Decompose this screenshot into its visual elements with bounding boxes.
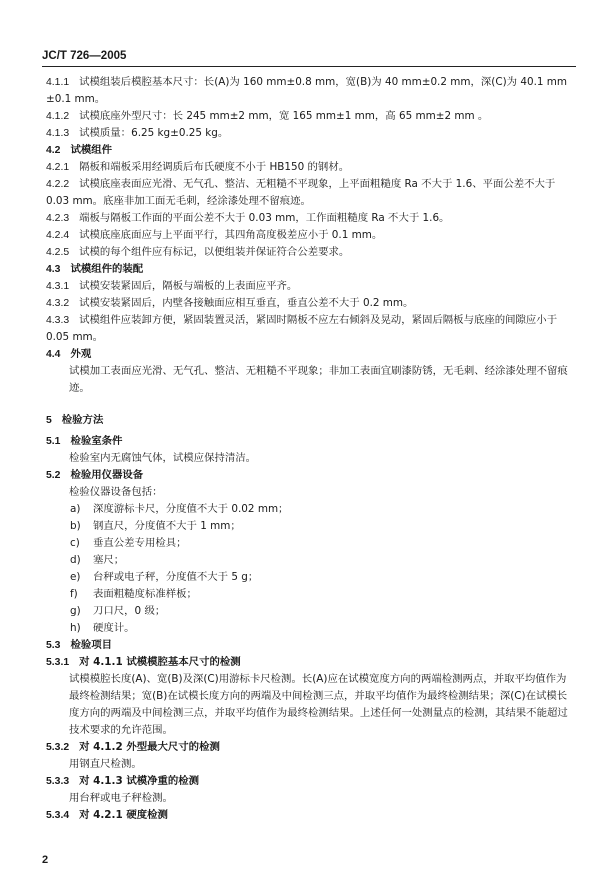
clause-4-2-2: 4.2.2 试模底座表面应光滑、无气孔、整洁、无粗糙不平现象，上平面粗糙度 Ra 不大于 1.6、平面公差不大于 0.03 mm。底座非加工面无毛刺，经涂漆处理不留痕迹。 [46, 178, 556, 207]
list-item: c) 垂直公差专用检具； [70, 537, 187, 549]
clause-4-2-5: 4.2.5 试模的每个组件应有标记，以便组装并保证符合公差要求。 [46, 246, 350, 258]
clause-4-1-3: 4.1.3 试模质量：6.25 kg±0.25 kg。 [46, 127, 229, 139]
heading-5-1: 5.1 检验室条件 [46, 435, 123, 447]
list-item: e) 台秤或电子秤，分度值不大于 5 g； [70, 571, 259, 583]
list-item: f) 表面粗糙度标准样板； [70, 588, 197, 600]
heading-5-3-2: 5.3.2 对 4.1.2 外型最大尺寸的检测 [46, 741, 220, 753]
clause-4-1-1: 4.1.1 试模组装后模腔基本尺寸：长(A)为 160 mm±0.8 mm，宽(B)为 40 mm±0.2 mm，深(C)为 40.1 mm ±0.1 mm。 [46, 76, 568, 105]
list-item: a) 深度游标卡尺，分度值不大于 0.02 mm； [70, 503, 289, 515]
clause-4-2-3: 4.2.3 端板与隔板工作面的平面公差不大于 0.03 mm，工作面粗糙度 Ra 不大于 1.6。 [46, 212, 450, 224]
clause-4-1-2: 4.1.2 试模底座外型尺寸：长 245 mm±2 mm，宽 165 mm±1 mm，高 65 mm±2 mm 。 [46, 110, 489, 122]
clause-5-3-3-text: 用台秤或电子秤检测。 [69, 792, 173, 804]
clause-4-3-2: 4.3.2 试模安装紧固后，内壁各接触面应相互垂直，垂直公差不大于 0.2 mm。 [46, 297, 414, 309]
list-item: g) 刀口尺，0 级； [70, 605, 166, 617]
page-number: 2 [42, 854, 49, 866]
clause-4-2-1: 4.2.1 隔板和端板采用经调质后布氏硬度不小于 HB150 的钢材。 [46, 161, 350, 173]
clause-5-1-text: 检验室内无腐蚀气体，试模应保持清洁。 [69, 452, 257, 464]
clause-4-3-1: 4.3.1 试模安装紧固后，隔板与端板的上表面应平齐。 [46, 280, 298, 292]
list-item: h) 硬度计。 [70, 622, 135, 634]
heading-5-3: 5.3 检验项目 [46, 639, 113, 651]
document-header: JC/T 726—2005 [42, 50, 127, 62]
document-body [46, 74, 574, 824]
heading-4-3: 4.3 试模组件的装配 [46, 263, 144, 275]
clause-4-4-text: 试模加工表面应光滑、无气孔、整洁、无粗糙不平现象；非加工表面宜刷漆防锈，无毛刺、经涂漆处理不留痕迹。 [69, 365, 568, 394]
heading-5-3-3: 5.3.3 对 4.1.3 试模净重的检测 [46, 775, 200, 787]
header-rule [42, 66, 576, 67]
heading-4-4: 4.4 外观 [46, 348, 92, 360]
list-item: b) 钢直尺，分度值不大于 1 mm； [70, 520, 241, 532]
clause-5-3-2-text: 用钢直尺检测。 [69, 758, 142, 770]
heading-5-2: 5.2 检验用仪器设备 [46, 469, 144, 481]
heading-5-3-4: 5.3.4 对 4.2.1 硬度检测 [46, 809, 168, 821]
heading-4-2: 4.2 试模组件 [46, 144, 113, 156]
clause-5-3-1-text: 试模模腔长度(A)、宽(B)及深(C)用游标卡尺检测。长(A)应在试模宽度方向的两端检测两点，并取平均值作为最终检测结果；宽(B)在试模长度方向的两端及中间检测三点，并取平均值作为最终检测结果；深(C)在试模长度方向的两端及中间检测三点，并取平均值作为最终检测结果。上述任何一处测量点的检测，其结果不能超过技术要求的允许范围。 [69, 673, 568, 736]
heading-section-5: 5 检验方法 [46, 414, 104, 426]
clause-4-3-3: 4.3.3 试模组件应装卸方便，紧固装置灵活，紧固时隔板不应左右倾斜及晃动，紧固后隔板与底座的间隙应小于 0.05 mm。 [46, 314, 558, 343]
list-item: d) 塞尺； [70, 554, 125, 566]
clause-5-2-intro: 检验仪器设备包括： [69, 486, 163, 498]
clause-4-2-4: 4.2.4 试模底座底面应与上平面平行，其四角高度极差应小于 0.1 mm。 [46, 229, 383, 241]
heading-5-3-1: 5.3.1 对 4.1.1 试模模腔基本尺寸的检测 [46, 656, 241, 668]
